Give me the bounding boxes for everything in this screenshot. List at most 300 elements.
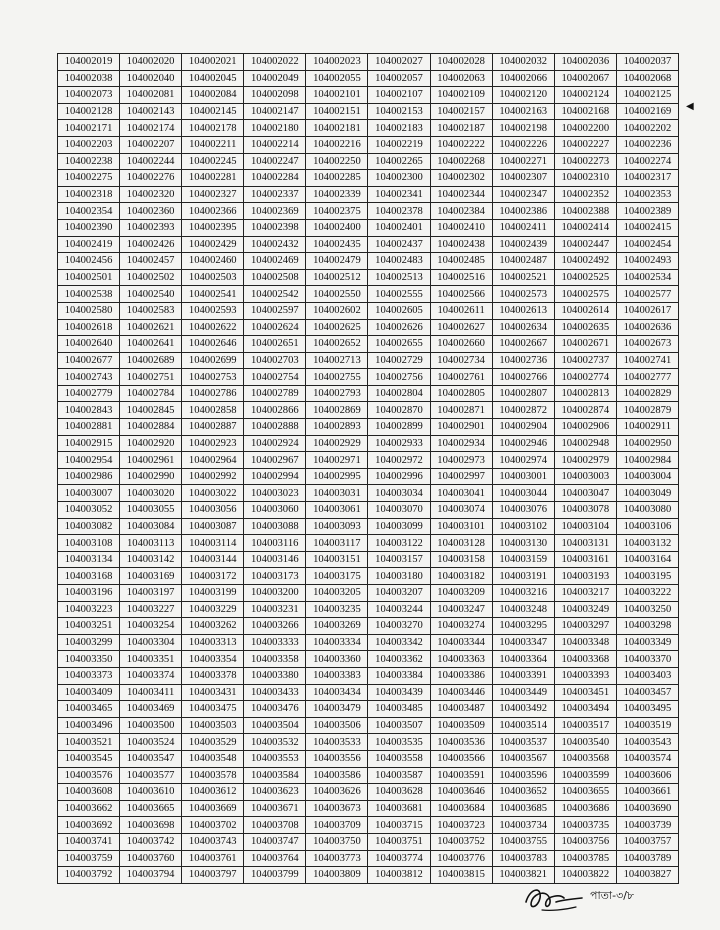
roll-number-cell: 104003222 bbox=[616, 585, 678, 602]
roll-number-cell: 104002124 bbox=[554, 87, 616, 104]
roll-number-cell: 104002352 bbox=[554, 186, 616, 203]
roll-number-cell: 104002395 bbox=[182, 219, 244, 236]
roll-number-cell: 104003298 bbox=[616, 618, 678, 635]
roll-number-cell: 104002593 bbox=[182, 302, 244, 319]
roll-number-cell: 104003157 bbox=[368, 551, 430, 568]
roll-number-cell: 104002671 bbox=[554, 336, 616, 353]
roll-number-cell: 104002393 bbox=[120, 219, 182, 236]
roll-number-cell: 104003439 bbox=[368, 684, 430, 701]
roll-number-cell: 104002961 bbox=[120, 452, 182, 469]
roll-number-cell: 104003274 bbox=[430, 618, 492, 635]
roll-number-cell: 104002967 bbox=[244, 452, 306, 469]
roll-number-cell: 104002583 bbox=[120, 302, 182, 319]
roll-number-cell: 104002534 bbox=[616, 269, 678, 286]
roll-number-cell: 104002028 bbox=[430, 54, 492, 71]
roll-number-cell: 104003479 bbox=[306, 701, 368, 718]
roll-number-cell: 104003132 bbox=[616, 535, 678, 552]
roll-number-cell: 104003386 bbox=[430, 667, 492, 684]
roll-number-cell: 104002320 bbox=[120, 186, 182, 203]
roll-number-cell: 104003007 bbox=[58, 485, 120, 502]
roll-number-cell: 104002538 bbox=[58, 286, 120, 303]
roll-number-cell: 104003568 bbox=[554, 750, 616, 767]
roll-number-cell: 104002729 bbox=[368, 352, 430, 369]
roll-number-cell: 104003465 bbox=[58, 701, 120, 718]
roll-number-cell: 104003514 bbox=[492, 717, 554, 734]
roll-number-cell: 104003044 bbox=[492, 485, 554, 502]
table-row bbox=[58, 70, 679, 87]
roll-number-cell: 104002021 bbox=[182, 54, 244, 71]
roll-number-cell: 104002157 bbox=[430, 103, 492, 120]
roll-number-cell: 104003172 bbox=[182, 568, 244, 585]
roll-number-cell: 104002634 bbox=[492, 319, 554, 336]
roll-number-cell: 104002211 bbox=[182, 136, 244, 153]
roll-number-cell: 104003743 bbox=[182, 833, 244, 850]
table-row bbox=[58, 352, 679, 369]
roll-number-cell: 104002454 bbox=[616, 236, 678, 253]
table-row bbox=[58, 551, 679, 568]
roll-number-cell: 104003076 bbox=[492, 502, 554, 519]
roll-number-cell: 104003130 bbox=[492, 535, 554, 552]
roll-number-cell: 104002398 bbox=[244, 219, 306, 236]
roll-number-cell: 104002829 bbox=[616, 385, 678, 402]
roll-number-cell: 104002550 bbox=[306, 286, 368, 303]
roll-number-cell: 104003469 bbox=[120, 701, 182, 718]
roll-number-cell: 104002198 bbox=[492, 120, 554, 137]
roll-number-cell: 104002992 bbox=[182, 468, 244, 485]
roll-number-cell: 104002614 bbox=[554, 302, 616, 319]
roll-number-cell: 104002660 bbox=[430, 336, 492, 353]
roll-number-cell: 104002881 bbox=[58, 419, 120, 436]
roll-number-cell: 104003164 bbox=[616, 551, 678, 568]
roll-number-cell: 104003646 bbox=[430, 784, 492, 801]
roll-number-cell: 104002954 bbox=[58, 452, 120, 469]
roll-number-cell: 104003087 bbox=[182, 518, 244, 535]
roll-number-cell: 104002756 bbox=[368, 369, 430, 386]
roll-number-cell: 104003093 bbox=[306, 518, 368, 535]
roll-number-cell: 104002741 bbox=[616, 352, 678, 369]
table-row bbox=[58, 103, 679, 120]
roll-number-cell: 104003681 bbox=[368, 800, 430, 817]
roll-number-cell: 104003334 bbox=[306, 634, 368, 651]
table-row bbox=[58, 485, 679, 502]
roll-number-cell: 104003180 bbox=[368, 568, 430, 585]
roll-number-cell: 104002625 bbox=[306, 319, 368, 336]
table-row bbox=[58, 784, 679, 801]
roll-number-cell: 104002513 bbox=[368, 269, 430, 286]
roll-number-cell: 104002200 bbox=[554, 120, 616, 137]
roll-number-cell: 104003739 bbox=[616, 817, 678, 834]
roll-number-cell: 104003673 bbox=[306, 800, 368, 817]
roll-number-cell: 104002027 bbox=[368, 54, 430, 71]
roll-number-cell: 104003378 bbox=[182, 667, 244, 684]
table-row bbox=[58, 601, 679, 618]
roll-number-cell: 104002635 bbox=[554, 319, 616, 336]
roll-number-cell: 104002766 bbox=[492, 369, 554, 386]
roll-number-cell: 104002964 bbox=[182, 452, 244, 469]
roll-number-cell: 104002438 bbox=[430, 236, 492, 253]
roll-number-cell: 104002354 bbox=[58, 203, 120, 220]
roll-number-cell: 104002784 bbox=[120, 385, 182, 402]
roll-number-cell: 104002804 bbox=[368, 385, 430, 402]
page-number-label: পাতা-৩/৮ bbox=[590, 889, 635, 902]
roll-number-cell: 104003690 bbox=[616, 800, 678, 817]
roll-number-cell: 104003248 bbox=[492, 601, 554, 618]
roll-number-cell: 104002689 bbox=[120, 352, 182, 369]
table-row bbox=[58, 817, 679, 834]
roll-number-cell: 104003692 bbox=[58, 817, 120, 834]
roll-number-cell: 104002281 bbox=[182, 170, 244, 187]
roll-number-cell: 104003567 bbox=[492, 750, 554, 767]
roll-number-cell: 104002049 bbox=[244, 70, 306, 87]
roll-number-cell: 104003610 bbox=[120, 784, 182, 801]
roll-number-cell: 104002067 bbox=[554, 70, 616, 87]
roll-number-cell: 104002573 bbox=[492, 286, 554, 303]
roll-number-cell: 104002948 bbox=[554, 435, 616, 452]
roll-number-cell: 104003374 bbox=[120, 667, 182, 684]
roll-number-cell: 104002366 bbox=[182, 203, 244, 220]
roll-number-cell: 104002183 bbox=[368, 120, 430, 137]
roll-number-cell: 104002168 bbox=[554, 103, 616, 120]
roll-number-cell: 104002037 bbox=[616, 54, 678, 71]
roll-number-cell: 104002652 bbox=[306, 336, 368, 353]
roll-number-cell: 104002667 bbox=[492, 336, 554, 353]
roll-number-cell: 104003047 bbox=[554, 485, 616, 502]
roll-number-cell: 104003755 bbox=[492, 833, 554, 850]
roll-number-cell: 104003333 bbox=[244, 634, 306, 651]
roll-number-cell: 104002621 bbox=[120, 319, 182, 336]
roll-number-cell: 104002934 bbox=[430, 435, 492, 452]
roll-number-cell: 104003500 bbox=[120, 717, 182, 734]
roll-number-cell: 104002435 bbox=[306, 236, 368, 253]
roll-number-cell: 104002946 bbox=[492, 435, 554, 452]
roll-number-cell: 104002703 bbox=[244, 352, 306, 369]
roll-number-cell: 104003504 bbox=[244, 717, 306, 734]
roll-number-cell: 104002753 bbox=[182, 369, 244, 386]
roll-number-cell: 104002344 bbox=[430, 186, 492, 203]
roll-number-cell: 104002268 bbox=[430, 153, 492, 170]
roll-number-cell: 104003698 bbox=[120, 817, 182, 834]
roll-number-cell: 104002673 bbox=[616, 336, 678, 353]
roll-number-cell: 104003060 bbox=[244, 502, 306, 519]
roll-number-cell: 104003702 bbox=[182, 817, 244, 834]
roll-number-cell: 104002369 bbox=[244, 203, 306, 220]
roll-number-cell: 104002754 bbox=[244, 369, 306, 386]
roll-number-cell: 104002401 bbox=[368, 219, 430, 236]
roll-number-cell: 104003774 bbox=[368, 850, 430, 867]
roll-number-cell: 104003566 bbox=[430, 750, 492, 767]
table-row bbox=[58, 203, 679, 220]
roll-number-cell: 104003251 bbox=[58, 618, 120, 635]
roll-number-cell: 104002677 bbox=[58, 352, 120, 369]
roll-number-cell: 104003004 bbox=[616, 468, 678, 485]
roll-number-cell: 104003182 bbox=[430, 568, 492, 585]
roll-number-cell: 104003056 bbox=[182, 502, 244, 519]
roll-number-cell: 104002456 bbox=[58, 253, 120, 270]
table-row bbox=[58, 502, 679, 519]
roll-number-cell: 104002386 bbox=[492, 203, 554, 220]
roll-number-cell: 104002143 bbox=[120, 103, 182, 120]
roll-number-cell: 104002247 bbox=[244, 153, 306, 170]
roll-number-cell: 104003789 bbox=[616, 850, 678, 867]
roll-number-cell: 104003364 bbox=[492, 651, 554, 668]
roll-number-cell: 104003344 bbox=[430, 634, 492, 651]
roll-number-cell: 104003217 bbox=[554, 585, 616, 602]
roll-number-cell: 104002516 bbox=[430, 269, 492, 286]
table-row bbox=[58, 833, 679, 850]
roll-number-cell: 104003411 bbox=[120, 684, 182, 701]
roll-number-cell: 104003078 bbox=[554, 502, 616, 519]
roll-number-cell: 104003041 bbox=[430, 485, 492, 502]
roll-number-cell: 104002109 bbox=[430, 87, 492, 104]
roll-number-cell: 104002163 bbox=[492, 103, 554, 120]
roll-number-cell: 104003360 bbox=[306, 651, 368, 668]
table-row bbox=[58, 701, 679, 718]
roll-number-cell: 104002869 bbox=[306, 402, 368, 419]
roll-number-cell: 104003197 bbox=[120, 585, 182, 602]
roll-number-cell: 104002512 bbox=[306, 269, 368, 286]
roll-number-cell: 104002542 bbox=[244, 286, 306, 303]
roll-number-cell: 104002063 bbox=[430, 70, 492, 87]
roll-number-cell: 104003671 bbox=[244, 800, 306, 817]
roll-number-cell: 104003686 bbox=[554, 800, 616, 817]
roll-number-cell: 104003799 bbox=[244, 867, 306, 884]
table-row bbox=[58, 750, 679, 767]
roll-number-cell: 104002923 bbox=[182, 435, 244, 452]
roll-number-cell: 104003548 bbox=[182, 750, 244, 767]
roll-number-cell: 104002045 bbox=[182, 70, 244, 87]
roll-number-cell: 104002145 bbox=[182, 103, 244, 120]
roll-number-cell: 104002879 bbox=[616, 402, 678, 419]
roll-number-cell: 104003492 bbox=[492, 701, 554, 718]
roll-number-cell: 104002887 bbox=[182, 419, 244, 436]
table-row bbox=[58, 219, 679, 236]
roll-number-cell: 104002057 bbox=[368, 70, 430, 87]
roll-number-cell: 104003485 bbox=[368, 701, 430, 718]
roll-number-cell: 104002300 bbox=[368, 170, 430, 187]
roll-number-cell: 104003794 bbox=[120, 867, 182, 884]
roll-number-cell: 104003049 bbox=[616, 485, 678, 502]
roll-number-cell: 104002492 bbox=[554, 253, 616, 270]
roll-number-cell: 104002933 bbox=[368, 435, 430, 452]
roll-number-cell: 104002786 bbox=[182, 385, 244, 402]
roll-number-cell: 104002602 bbox=[306, 302, 368, 319]
roll-number-cell: 104002337 bbox=[244, 186, 306, 203]
roll-number-cell: 104002501 bbox=[58, 269, 120, 286]
roll-number-cell: 104003761 bbox=[182, 850, 244, 867]
table-row bbox=[58, 236, 679, 253]
table-row bbox=[58, 319, 679, 336]
roll-number-cell: 104002996 bbox=[368, 468, 430, 485]
roll-number-cell: 104003750 bbox=[306, 833, 368, 850]
roll-number-cell: 104003304 bbox=[120, 634, 182, 651]
roll-number-cell: 104003576 bbox=[58, 767, 120, 784]
roll-number-cell: 104002734 bbox=[430, 352, 492, 369]
roll-number-cell: 104002502 bbox=[120, 269, 182, 286]
roll-number-cell: 104002789 bbox=[244, 385, 306, 402]
table-row bbox=[58, 435, 679, 452]
roll-number-cell: 104003342 bbox=[368, 634, 430, 651]
table-row bbox=[58, 385, 679, 402]
roll-number-cell: 104002485 bbox=[430, 253, 492, 270]
roll-number-cell: 104002400 bbox=[306, 219, 368, 236]
roll-number-cell: 104003517 bbox=[554, 717, 616, 734]
roll-number-cell: 104003529 bbox=[182, 734, 244, 751]
table-row bbox=[58, 618, 679, 635]
roll-number-cell: 104003061 bbox=[306, 502, 368, 519]
roll-number-cell: 104002429 bbox=[182, 236, 244, 253]
roll-number-cell: 104003151 bbox=[306, 551, 368, 568]
roll-number-cell: 104003503 bbox=[182, 717, 244, 734]
roll-number-cell: 104003370 bbox=[616, 651, 678, 668]
roll-number-cell: 104003254 bbox=[120, 618, 182, 635]
roll-number-cell: 104002040 bbox=[120, 70, 182, 87]
roll-number-cell: 104003159 bbox=[492, 551, 554, 568]
roll-number-cell: 104002378 bbox=[368, 203, 430, 220]
roll-number-cell: 104002244 bbox=[120, 153, 182, 170]
roll-number-cell: 104002128 bbox=[58, 103, 120, 120]
roll-number-cell: 104002871 bbox=[430, 402, 492, 419]
table-row bbox=[58, 535, 679, 552]
roll-number-cell: 104003661 bbox=[616, 784, 678, 801]
roll-number-cell: 104003193 bbox=[554, 568, 616, 585]
roll-number-cell: 104003628 bbox=[368, 784, 430, 801]
table-row bbox=[58, 153, 679, 170]
roll-number-cell: 104002973 bbox=[430, 452, 492, 469]
roll-number-cell: 104002974 bbox=[492, 452, 554, 469]
roll-number-cell: 104003434 bbox=[306, 684, 368, 701]
roll-number-cell: 104003266 bbox=[244, 618, 306, 635]
roll-number-cell: 104002084 bbox=[182, 87, 244, 104]
roll-number-cell: 104003070 bbox=[368, 502, 430, 519]
roll-number-cell: 104002388 bbox=[554, 203, 616, 220]
roll-number-cell: 104003431 bbox=[182, 684, 244, 701]
roll-number-cell: 104002245 bbox=[182, 153, 244, 170]
roll-number-cell: 104003001 bbox=[492, 468, 554, 485]
roll-number-cell: 104002521 bbox=[492, 269, 554, 286]
roll-number-cell: 104003495 bbox=[616, 701, 678, 718]
roll-number-cell: 104003055 bbox=[120, 502, 182, 519]
roll-number-cell: 104002101 bbox=[306, 87, 368, 104]
table-row bbox=[58, 767, 679, 784]
table-row bbox=[58, 651, 679, 668]
roll-number-cell: 104003584 bbox=[244, 767, 306, 784]
roll-number-cell: 104003244 bbox=[368, 601, 430, 618]
roll-number-cell: 104002646 bbox=[182, 336, 244, 353]
roll-number-cell: 104003685 bbox=[492, 800, 554, 817]
roll-number-cell: 104003574 bbox=[616, 750, 678, 767]
roll-number-cell: 104003533 bbox=[306, 734, 368, 751]
roll-number-cell: 104003235 bbox=[306, 601, 368, 618]
roll-number-cell: 104002899 bbox=[368, 419, 430, 436]
roll-number-cell: 104002178 bbox=[182, 120, 244, 137]
roll-number-cell: 104003735 bbox=[554, 817, 616, 834]
roll-number-cell: 104002580 bbox=[58, 302, 120, 319]
roll-number-cell: 104002036 bbox=[554, 54, 616, 71]
roll-number-cell: 104003102 bbox=[492, 518, 554, 535]
roll-number-cell: 104003403 bbox=[616, 667, 678, 684]
table-row bbox=[58, 286, 679, 303]
table-row bbox=[58, 170, 679, 187]
table-row bbox=[58, 850, 679, 867]
roll-number-cell: 104003764 bbox=[244, 850, 306, 867]
roll-number-cell: 104002915 bbox=[58, 435, 120, 452]
roll-number-cell: 104002737 bbox=[554, 352, 616, 369]
roll-number-cell: 104003742 bbox=[120, 833, 182, 850]
roll-number-cell: 104002360 bbox=[120, 203, 182, 220]
roll-number-cell: 104002271 bbox=[492, 153, 554, 170]
roll-number-cell: 104002285 bbox=[306, 170, 368, 187]
roll-number-cell: 104002153 bbox=[368, 103, 430, 120]
roll-number-cell: 104002617 bbox=[616, 302, 678, 319]
roll-number-cell: 104003196 bbox=[58, 585, 120, 602]
roll-number-cell: 104003507 bbox=[368, 717, 430, 734]
table-row bbox=[58, 402, 679, 419]
roll-number-cell: 104002874 bbox=[554, 402, 616, 419]
roll-number-cell: 104002439 bbox=[492, 236, 554, 253]
roll-number-cell: 104003207 bbox=[368, 585, 430, 602]
roll-number-cell: 104003313 bbox=[182, 634, 244, 651]
roll-number-cell: 104002577 bbox=[616, 286, 678, 303]
roll-number-cell: 104002390 bbox=[58, 219, 120, 236]
roll-number-cell: 104002950 bbox=[616, 435, 678, 452]
roll-number-cell: 104002216 bbox=[306, 136, 368, 153]
roll-number-cell: 104002020 bbox=[120, 54, 182, 71]
roll-number-cell: 104002202 bbox=[616, 120, 678, 137]
signature bbox=[520, 880, 590, 918]
roll-number-cell: 104003409 bbox=[58, 684, 120, 701]
roll-number-cell: 104002238 bbox=[58, 153, 120, 170]
roll-number-cell: 104003535 bbox=[368, 734, 430, 751]
table-row bbox=[58, 717, 679, 734]
roll-number-cell: 104003451 bbox=[554, 684, 616, 701]
roll-number-cell: 104002995 bbox=[306, 468, 368, 485]
roll-number-cell: 104003363 bbox=[430, 651, 492, 668]
roll-number-cell: 104002640 bbox=[58, 336, 120, 353]
roll-number-cell: 104002761 bbox=[430, 369, 492, 386]
roll-number-cell: 104002597 bbox=[244, 302, 306, 319]
roll-number-cell: 104003384 bbox=[368, 667, 430, 684]
roll-number-cell: 104002226 bbox=[492, 136, 554, 153]
roll-number-cell: 104002884 bbox=[120, 419, 182, 436]
roll-number-cell: 104002541 bbox=[182, 286, 244, 303]
roll-number-cell: 104002284 bbox=[244, 170, 306, 187]
roll-number-cell: 104003723 bbox=[430, 817, 492, 834]
roll-number-cell: 104003128 bbox=[430, 535, 492, 552]
roll-number-cell: 104002622 bbox=[182, 319, 244, 336]
roll-number-cell: 104002415 bbox=[616, 219, 678, 236]
roll-number-cell: 104002479 bbox=[306, 253, 368, 270]
roll-number-cell: 104003665 bbox=[120, 800, 182, 817]
roll-number-cell: 104002540 bbox=[120, 286, 182, 303]
roll-number-cell: 104003715 bbox=[368, 817, 430, 834]
roll-number-cell: 104003223 bbox=[58, 601, 120, 618]
roll-number-cell: 104003532 bbox=[244, 734, 306, 751]
roll-number-cell: 104003052 bbox=[58, 502, 120, 519]
roll-number-cell: 104003524 bbox=[120, 734, 182, 751]
roll-number-cell: 104002227 bbox=[554, 136, 616, 153]
roll-number-cell: 104003116 bbox=[244, 535, 306, 552]
roll-number-cell: 104002460 bbox=[182, 253, 244, 270]
roll-number-cell: 104003175 bbox=[306, 568, 368, 585]
roll-number-cell: 104003540 bbox=[554, 734, 616, 751]
roll-number-cell: 104002120 bbox=[492, 87, 554, 104]
roll-number-cell: 104003752 bbox=[430, 833, 492, 850]
roll-number-cell: 104003783 bbox=[492, 850, 554, 867]
roll-number-cell: 104003295 bbox=[492, 618, 554, 635]
roll-number-cell: 104002813 bbox=[554, 385, 616, 402]
roll-number-cell: 104003231 bbox=[244, 601, 306, 618]
roll-number-cell: 104003104 bbox=[554, 518, 616, 535]
